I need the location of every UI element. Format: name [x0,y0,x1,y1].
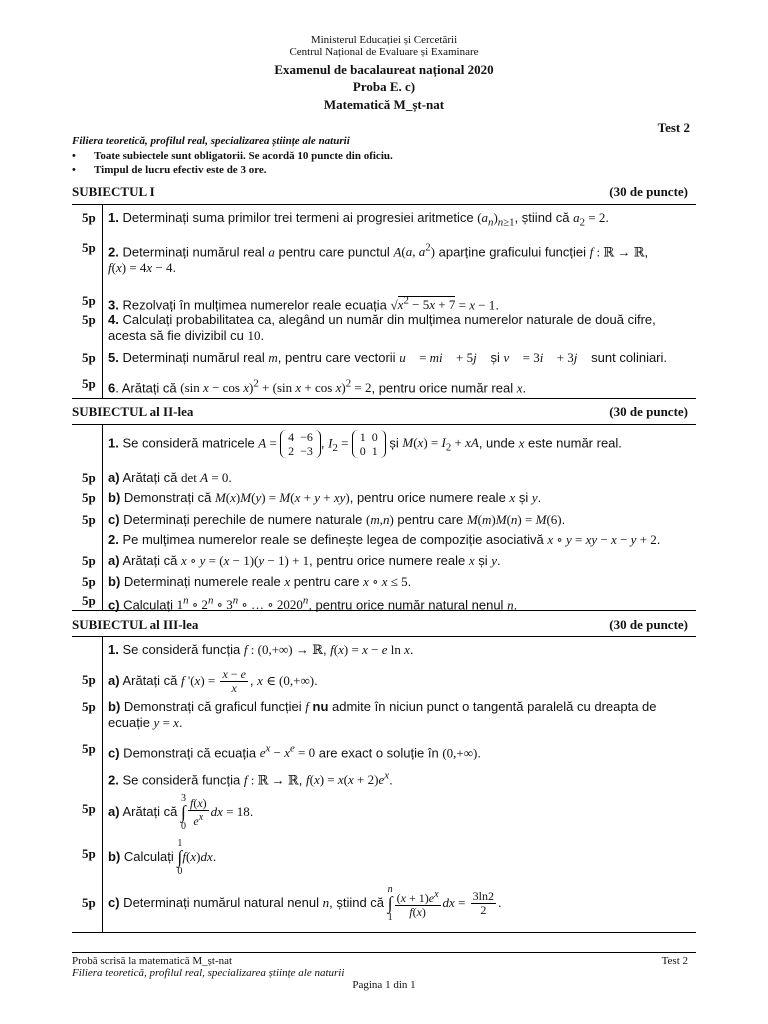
section-points: (30 de puncte) [609,617,688,632]
points-badge: 5p [82,293,96,308]
footer-filiera: Filiera teoretică, profilul real, specializarea științe ale naturii [72,967,345,979]
matrix-cell: 1 [359,430,366,444]
points-badge: 5p [82,350,96,365]
problem-text: c) Determinați perechile de numere naturale (m,n) pentru care M(m)M(n) = M(6). [108,512,566,527]
points-badge: 5p [82,312,96,327]
matrix-cell: −3 [300,444,313,458]
problem-text: b) Determinați numerele reale x pentru care x ∘ x ≤ 5. [108,574,412,589]
points-badge: 5p [82,574,96,589]
footer-line1 [72,955,696,967]
fraction: $\frac{(x + 1)e^x}{f(x)}$ [396,889,439,919]
table-border [72,204,696,205]
ministry-name: Ministerul Educației și Cercetării [310,34,458,46]
problem-text: a) Arătați că det A = 0. [108,470,233,485]
center-name: Centrul Național de Evaluare și Examinare [289,46,479,58]
points-badge: 5p [82,470,96,485]
table-border [72,424,696,425]
table-border [72,610,696,611]
points-badge: 5p [82,490,96,505]
problem-text: b) Demonstrați că graficul funcției f nu admite în niciun punct o tangentă paralelă cu dreapta de ecuație y = x. [108,699,657,730]
points-divider [102,204,103,398]
section-title: SUBIECTUL al III-lea [72,617,199,632]
points-badge: 5p [82,376,96,391]
problem-text: a) Arătați că 3 ∫ 0 $\frac{f(x)}{e^x}$ dx = 18. [108,793,254,832]
points-badge: 5p [82,895,96,910]
points-badge: 5p [82,699,96,714]
proba-title: Proba E. c) [352,79,416,94]
filiera-text: Filiera teoretică, profilul real, specializarea științe ale naturii [72,135,350,147]
problem-text: 1. Determinați suma primilor trei termeni ai progresiei aritmetice $(a_n)_{n\ge 1}$, știind că $a_2 = 2$. [108,210,609,229]
section-heading [72,404,688,420]
section-points: (30 de puncte) [609,184,688,199]
rule-text: Toate subiectele sunt obligatorii. Se acordă 10 puncte din oficiu. [94,150,393,162]
problem-text: 2. Se consideră funcția f : ℝ → ℝ, $f(x) = x(x + 2)e^x$. [108,770,393,788]
points-badge: 5p [82,553,96,568]
section-heading [72,617,688,633]
rule-text: Timpul de lucru efectiv este de 3 ore. [94,164,267,176]
problem-text: c) Calculați 1$^n$ ∘ 2$^n$ ∘ 3$^n$ ∘ … ∘ 2020$^n$, pentru orice număr natural nenul n. [108,595,518,613]
matrix-i2 [352,430,386,458]
footer-exam: Probă scrisă la matematică M_șt-nat [72,955,233,967]
problem-text: b) Demonstrați că M(x)M(y) = M(x + y + xy), pentru orice numere reale x și y. [108,490,542,505]
problem-text: a) Arătați că x ∘ y = (x − 1)(y − 1) + 1, pentru orice numere reale x și y. [108,553,501,568]
table-border [72,398,696,399]
section-title: SUBIECTUL I [72,184,155,199]
fraction: $\frac{f(x)}{e^x}$ [189,796,207,828]
points-badge: 5p [82,672,96,687]
table-border [72,932,696,933]
section-points: (30 de puncte) [609,404,688,419]
problem-text: 5. Determinați numărul real m, pentru care vectorii u⃗ = mi⃗ + 5j⃗ și v⃗ = 3i⃗ + 3j⃗ sunt coliniari. [108,350,668,365]
table-border [72,636,696,637]
matrix-cell: 0 [359,444,366,458]
points-badge: 5p [82,801,96,816]
problem-text: 6. Arătați că (sin x − cos x)$^2$ + (sin x + cos x)$^2$ = 2, pentru orice număr real x. [108,378,527,396]
footer-test: Test 2 [661,955,688,967]
points-badge: 5p [82,240,96,255]
page-number: Pagina 1 din 1 [352,979,416,991]
matrix-cell: 1 [371,444,378,458]
matrix-cell: 0 [371,430,378,444]
problem-text: c) Determinați numărul natural nenul n, știind că n ∫ 1 $\frac{(x + 1)e^x}{f(x)}$ dx = $\frac{3\ln 2}{2}$ . [108,884,502,923]
problem-text: c) Demonstrați că ecuația $e^x - x^e = 0$ are exact o soluție în (0,+∞). [108,743,481,761]
matrix-a [280,430,321,458]
problem-text: 3. Rezolvați în mulțimea numerelor reale ecuația $√x^2 - 5x + 7 = x - 1$. [108,295,499,313]
rule-item: • Timpul de lucru efectiv este de 3 ore. [72,164,267,176]
problem-text: 2. Determinați numărul real a pentru care punctul A(a, $a^2$) aparține graficului funcției f : ℝ → ℝ, f(x) = 4x − 4. [108,242,649,276]
points-badge: 5p [82,593,96,608]
matrix-cell: 4 [288,430,295,444]
problem-text: 1. Se consideră funcția f : (0,+∞) → ℝ, f(x) = x − e ln x. [108,642,414,657]
points-badge: 5p [82,741,96,756]
fraction: $\frac{x - e}{x}$ [222,667,246,695]
points-badge: 5p [82,210,96,225]
section-heading [72,184,688,200]
problem-text: a) Arătați că f '(x) = $\frac{x - e}{x}$ , x ∈ (0,+∞). [108,667,318,695]
points-badge: 5p [82,512,96,527]
fraction: $\frac{3\ln 2}{2}$ [472,889,494,917]
matrix-cell: −6 [300,430,313,444]
points-badge: 5p [82,846,96,861]
exam-title: Examenul de bacalaureat național 2020 [274,62,494,77]
problem-text: 1. Se consideră matricele A = 4 −6 2 −3 , $I_2$ = 1 0 0 1 și $M(x) = I_2$ + xA, unde x este număr real. [108,430,622,458]
matrix-cell: 2 [288,444,295,458]
subject-title: Matematică M_șt-nat [323,97,445,112]
points-divider [102,636,103,932]
points-divider [102,424,103,610]
problem-text: b) Calculați 1 ∫ 0f(x)dx. [108,838,217,877]
problem-text: 4. Calculați probabilitatea ca, alegând un număr din mulțimea numerelor naturale de două cifre, acesta să fie divizibil cu 10. [108,312,656,343]
problem-text: 2. Pe mulțimea numerelor reale se definește legea de compoziție asociativă x ∘ y = xy − x − y + 2. [108,532,661,547]
section-title: SUBIECTUL al II-lea [72,404,194,419]
test-label: Test 2 [657,120,690,135]
rule-item: • Toate subiectele sunt obligatorii. Se acordă 10 puncte din oficiu. [72,150,393,162]
footer-divider [72,952,696,953]
